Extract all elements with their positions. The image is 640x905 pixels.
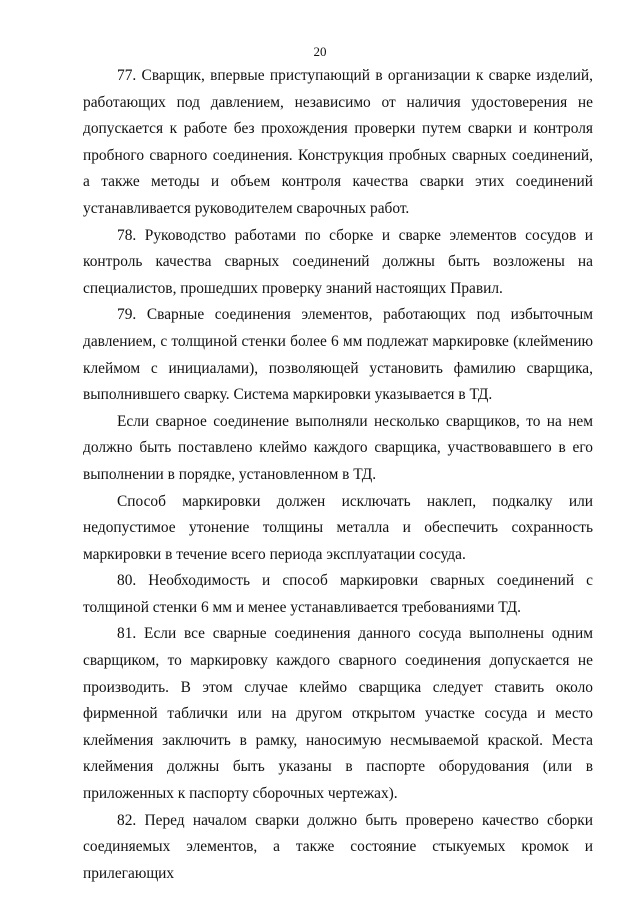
page-number: 20 xyxy=(313,44,327,59)
paragraph-79-marking-method: Способ маркировки должен исключать наклеп, подкалку или недопустимое утонение толщины металла и обеспечить сохранность маркировки в течение всего периода эксплуатации сосуда. xyxy=(83,492,593,563)
paragraph-79-multiple-welders: Если сварное соединение выполняли несколько сварщиков, то на нем должно быть поставлено клеймо каждого сварщика, участвовавшего в его выполнении в порядке, установленном в ТД. xyxy=(83,412,593,483)
document-body xyxy=(83,63,593,887)
paragraph-81: 81. Если все сварные соединения данного сосуда выполнены одним сварщиком, то маркировку каждого сварного соединения допускается не производить. В этом случае клеймо сварщика следует ставить около фирменной таблички или на другом открытом участке сосуда и место клеймения заключить в рамку, наносимую несмываемой краской. Места клеймения должны быть указаны в паспорте оборудования (или в приложенных к паспорту сборочных чертежах). xyxy=(83,625,593,803)
paragraph-82: 82. Перед началом сварки должно быть проверено качество сборки соединяемых элементов, а также состояние стыкуемых кромок и прилегающих xyxy=(83,811,593,882)
paragraph-80: 80. Необходимость и способ маркировки сварных соединений с толщиной стенки 6 мм и менее устанавливается требованиями ТД. xyxy=(83,572,593,616)
paragraph-78: 78. Руководство работами по сборке и сварке элементов сосудов и контроль качества сварных соединений должны быть возложены на специалистов, прошедших проверку знаний настоящих Правил. xyxy=(83,226,593,297)
paragraph-77: 77. Сварщик, впервые приступающий в организации к сварке изделий, работающих под давлением, независимо от наличия удостоверения не допускается к работе без прохождения проверки путем сварки и контроля пробного сварного соединения. Конструкция пробных сварных соединений, а также методы и объем контроля качества сварки этих соединений устанавливается руководителем сварочных работ. xyxy=(83,67,593,217)
paragraph-79: 79. Сварные соединения элементов, работающих под избыточным давлением, с толщиной стенки более 6 мм подлежат маркировке (клеймению клеймом с инициалами), позволяющей установить фамилию сварщика, выполнившего сварку. Система маркировки указывается в ТД. xyxy=(83,306,593,404)
